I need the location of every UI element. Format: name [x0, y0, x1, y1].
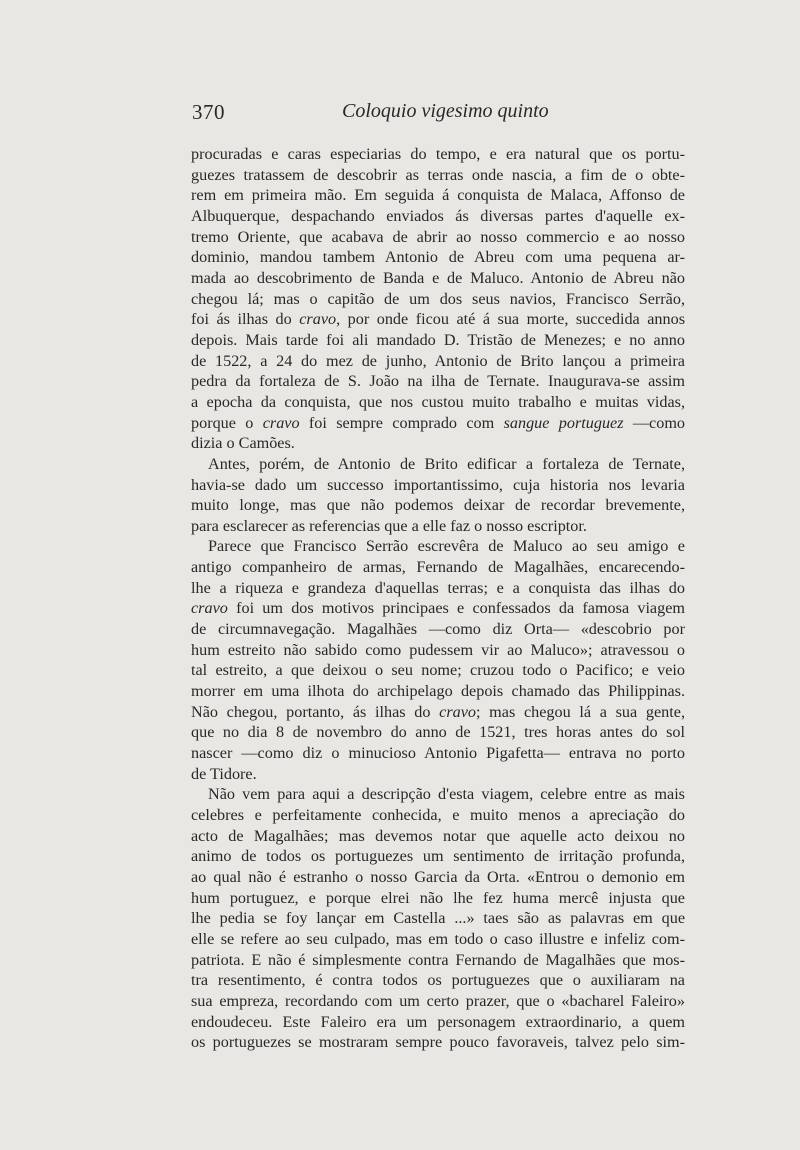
text-line: morrer em uma ilhota do archipelago depois chamado das Philippinas.	[191, 682, 685, 701]
text-line: endoudeceu. Este Faleiro era um personagem extraordinario, a quem	[191, 1012, 685, 1031]
text-line: lhe a riqueza e grandeza d'aquellas terras; e a conquista das ilhas do	[191, 578, 685, 597]
text-line: havia-se dado um successo importantissimo, cuja historia nos levaria	[191, 475, 685, 494]
text-line: de Tidore.	[191, 764, 257, 783]
text-line: Parece que Francisco Serrão escrevêra de Maluco ao seu amigo e	[208, 537, 685, 556]
text-line: de 1522, a 24 do mez de junho, Antonio de Brito lançou a primeira	[191, 351, 685, 370]
body-text	[191, 144, 685, 1053]
text-line: guezes tratassem de descobrir as terras onde nascia, a fim de o obte-	[191, 165, 685, 184]
text-line: Albuquerque, despachando enviados ás diversas partes d'aquelle ex-	[191, 206, 685, 225]
text-line: patriota. E não é simplesmente contra Fernando de Magalhães que mos-	[191, 950, 685, 969]
text-line: depois. Mais tarde foi ali mandado D. Tristão de Menezes; e no anno	[191, 330, 685, 349]
text-line: hum portuguez, e porque elrei não lhe fez huma mercê injusta que	[191, 888, 685, 907]
text-line: animo de todos os portuguezes um sentimento de irritação profunda,	[191, 847, 685, 866]
text-line: que no dia 8 de novembro do anno de 1521, tres horas antes do sol	[191, 723, 685, 742]
text-line: os portuguezes se mostraram sempre pouco favoraveis, talvez pelo sim-	[191, 1033, 685, 1052]
paragraph	[191, 536, 685, 784]
paragraph	[191, 144, 685, 454]
text-line: mada ao descobrimento de Banda e de Maluco. Antonio de Abreu não	[191, 268, 685, 287]
text-line: procuradas e caras especiarias do tempo, e era natural que os portu-	[191, 145, 685, 163]
text-line: tra resentimento, é contra todos os portuguezes que o auxiliaram na	[191, 971, 685, 990]
text-line: antigo companheiro de armas, Fernando de Magalhães, encarecendo-	[191, 558, 685, 577]
text-line: de circumnavegação. Magalhães —como diz Orta— «descobrio por	[191, 620, 685, 639]
text-line: hum estreito não sabido como pudessem vir ao Maluco»; atravessou o	[191, 640, 685, 659]
page-number: 370	[192, 100, 225, 124]
text-line: rem em primeira mão. Em seguida á conquista de Malaca, Affonso de	[191, 186, 685, 205]
text-line: cravo foi um dos motivos principaes e confessados da famosa viagem	[191, 599, 685, 618]
text-line: tal estreito, a que deixou o seu nome; cruzou todo o Pacifico; e veio	[191, 661, 685, 680]
text-line: dizia o Camões.	[191, 434, 295, 453]
running-title: Coloquio vigesimo quinto	[342, 100, 549, 122]
paragraph	[191, 454, 685, 537]
text-line: sua empreza, recordando com um certo prazer, que o «bacharel Faleiro»	[191, 991, 685, 1010]
text-line: foi ás ilhas do cravo, por onde ficou até á sua morte, succedida annos	[191, 310, 685, 329]
text-line: pedra da fortaleza de S. João na ilha de Ternate. Inaugurava-se assim	[191, 372, 685, 391]
text-line: Não chegou, portanto, ás ilhas do cravo; mas chegou lá a sua gente,	[191, 702, 685, 721]
text-line: Antes, porém, de Antonio de Brito edificar a fortaleza de Ternate,	[208, 454, 685, 473]
page-header	[192, 100, 686, 130]
paragraph	[191, 784, 685, 1053]
text-line: acto de Magalhães; mas devemos notar que aquelle acto deixou no	[191, 826, 685, 845]
text-line: a epocha da conquista, que nos custou muito trabalho e muitas vidas,	[191, 392, 685, 411]
text-line: dominio, mandou tambem Antonio de Abreu com uma pequena ar-	[191, 248, 685, 267]
text-line: porque o cravo foi sempre comprado com sangue portuguez —como	[191, 413, 686, 432]
text-line: nascer —como diz o minucioso Antonio Pigafetta— entrava no porto	[191, 744, 685, 763]
text-line: muito longe, mas que não podemos deixar de recordar brevemente,	[191, 496, 685, 515]
text-line: Não vem para aqui a descripção d'esta viagem, celebre entre as mais	[208, 785, 685, 804]
text-line: ao qual não é estranho o nosso Garcia da Orta. «Entrou o demonio em	[191, 867, 685, 886]
text-line: lhe pedia se foy lançar em Castella ...» taes são as palavras em que	[191, 909, 685, 928]
text-line: para esclarecer as referencias que a elle faz o nosso escriptor.	[191, 516, 587, 535]
text-line: celebres e perfeitamente conhecida, e muito menos a apreciação do	[191, 806, 685, 824]
text-line: chegou lá; mas o capitão de um dos seus navios, Francisco Serrão,	[191, 289, 685, 308]
text-line: elle se refere ao seu culpado, mas em todo o caso illustre e infeliz com-	[191, 929, 685, 948]
text-line: tremo Oriente, que acabava de abrir ao nosso commercio e ao nosso	[191, 227, 685, 246]
